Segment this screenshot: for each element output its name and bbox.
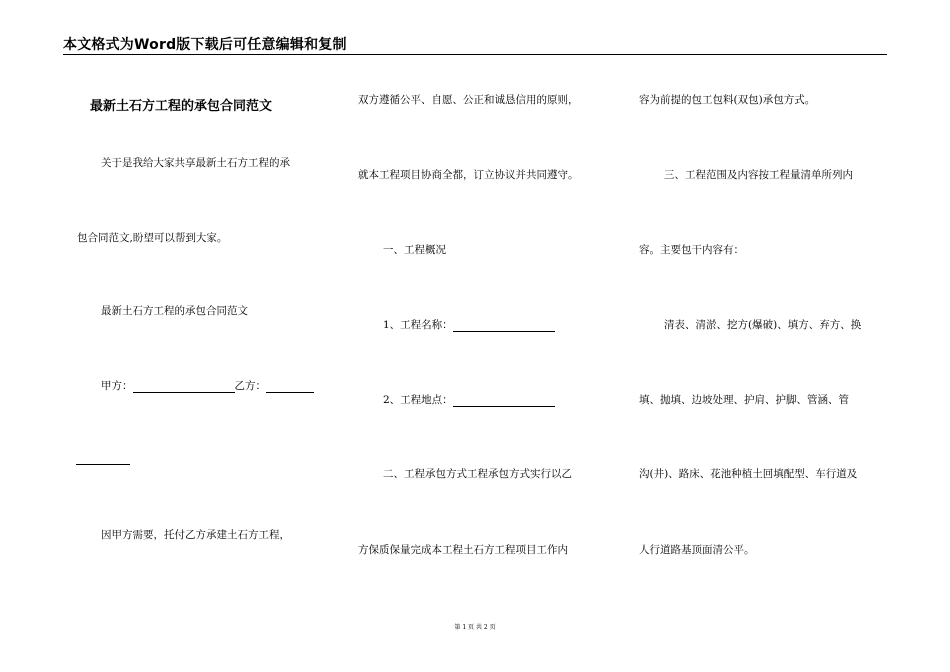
section-2-line-2: 方保质保量完成本工程土石方工程项目工作内	[358, 544, 568, 556]
project-location-label: 2、工程地点：	[383, 394, 453, 406]
party-line	[101, 379, 314, 393]
document-header: 本文格式为Word版下载后可任意编辑和复制	[63, 37, 347, 53]
section-2-line-1: 二、工程承包方式工程承包方式实行以乙	[383, 468, 572, 480]
header-rule	[63, 54, 887, 55]
document-title: 最新土石方工程的承包合同范文	[90, 99, 273, 114]
scope-line-4: 人行道路基顶面清公平。	[639, 544, 755, 556]
intro-line-2: 包合同范文,盼望可以帮到大家。	[77, 232, 228, 244]
scope-line-3: 沟(井)、路床、花池种植土回填配型、车行道及	[639, 468, 858, 480]
party-a-blank	[133, 382, 235, 393]
project-location-line	[383, 393, 555, 407]
section-1-heading: 一、工程概况	[383, 244, 446, 256]
page-number-footer: 第 1 页 共 2 页	[454, 624, 496, 631]
party-b-blank-continued	[76, 464, 130, 465]
section-3-line-2: 容。主要包干内容有：	[639, 244, 744, 256]
scope-line-1: 清表、清淤、挖方(爆破)、填方、弃方、换	[664, 319, 862, 331]
project-name-blank	[453, 321, 555, 332]
contract-subtitle: 最新土石方工程的承包合同范文	[101, 305, 248, 317]
section-3-line-1: 三、工程范围及内容按工程量清单所列内	[664, 169, 853, 181]
principle-line-2: 就本工程项目协商全都，订立协议并共同遵守。	[358, 169, 579, 181]
contract-method-line: 容为前提的包工包料(双包)承包方式。	[639, 94, 816, 106]
intro-line-1: 关于是我给大家共享最新土石方工程的承	[101, 157, 290, 169]
party-b-label: 乙方：	[234, 380, 266, 392]
party-b-blank	[266, 382, 314, 393]
project-name-line	[383, 318, 555, 332]
principle-line-1: 双方遵循公平、自愿、公正和诚恳信用的原则，	[358, 94, 579, 106]
project-location-blank	[453, 396, 555, 407]
body-line-1: 因甲方需要，托付乙方承建土石方工程，	[101, 529, 290, 541]
scope-line-2: 填、抛填、边坡处理、护肩、护脚、管涵、管	[639, 394, 849, 406]
party-a-label: 甲方：	[101, 380, 133, 392]
project-name-label: 1、工程名称：	[383, 319, 453, 331]
